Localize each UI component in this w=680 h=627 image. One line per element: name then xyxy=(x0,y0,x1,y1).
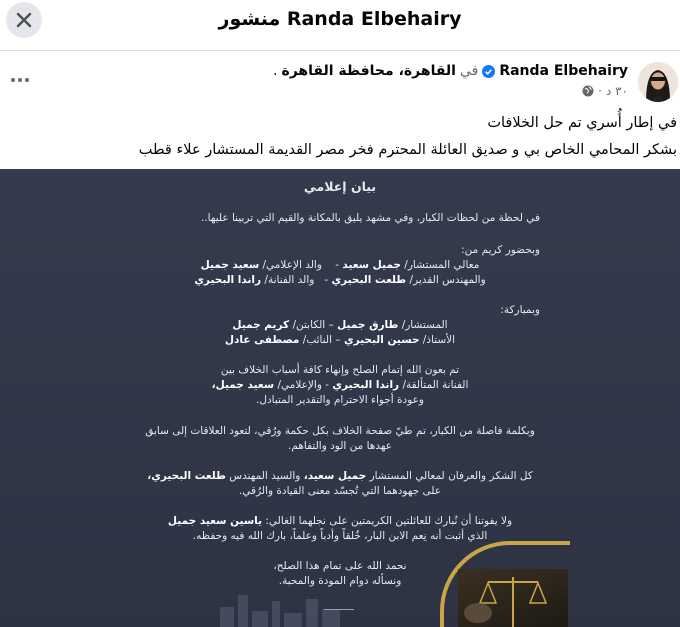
author-avatar[interactable] xyxy=(638,62,678,102)
author-name[interactable]: Randa Elbehairy xyxy=(499,63,628,79)
section-2: وبكلمة فاصلة من الكبار، تم طيّ صفحة الخلاف بكل حكمة ورُقي، لتعود العلاقات إلى سابق عهدها من الود والتفاهم. xyxy=(145,425,535,452)
dialog-title: منشور Randa Elbehairy xyxy=(218,8,462,30)
section-3: كل الشكر والعرفان لمعالي المستشار جميل سعيد، والسيد المهندس طلعت البحيري، على جهودهما التي تُجسّد معنى القيادة والرُقي. xyxy=(147,470,533,497)
post-text-line-1: في إطار أُسري تم حل الخلافات xyxy=(487,115,677,131)
verified-icon xyxy=(482,65,495,78)
post-meta: ٣٠ د · xyxy=(582,84,628,98)
post-text-line-2: بشكر المحامي الخاص بي و صديق العائلة المحترم فخر مصر القديمة المستشار علاء قطب xyxy=(138,142,677,158)
presence-label: وبحضور كريم من: xyxy=(461,244,540,256)
blessing-line-2: الأستاذ/ حسين البحيري – النائب/ مصطفى عادل xyxy=(224,334,456,346)
author-line: Randa Elbehairy في القاهرة، محافظة القاهرة . xyxy=(272,63,628,79)
in-word: في xyxy=(459,63,479,79)
post-time[interactable]: ٣٠ د xyxy=(605,84,628,98)
post-image[interactable] xyxy=(0,169,680,627)
statement-title: بيان إعلامي xyxy=(303,179,377,194)
more-options-button[interactable] xyxy=(8,70,32,90)
presence-line-2: والمهندس القدير/ طلعت البحيري - والد الفنانة/ راندا البحيري xyxy=(194,274,486,286)
section-1: تم بعون الله إتمام الصلح وإنهاء كافة أسباب الخلاف بين الفنانة المتألقة/ راندا البحيري - والإعلامي/ سعيد جميل، وعودة أجواء الاحترام والتقدير المتبادل. xyxy=(211,364,469,406)
blessing-line-1: المستشار/ طارق جميل – الكابتن/ كريم جميل xyxy=(232,319,448,331)
blessing-label: وبمباركة: xyxy=(500,304,540,316)
more-icon xyxy=(10,77,30,83)
post-header xyxy=(0,60,680,108)
post-dialog-header xyxy=(0,0,680,51)
globe-icon xyxy=(582,85,594,97)
statement-content xyxy=(120,169,560,627)
statement-intro: في لحظة من لحظات الكبار، وفي مشهد يليق بالمكانة والقيم التي تربينا عليها.. xyxy=(200,212,540,224)
section-5: نحمد الله على تمام هذا الصلح، ونسأله دوام المودة والمحبة. xyxy=(273,560,407,587)
location-link[interactable]: القاهرة، محافظة القاهرة xyxy=(281,63,456,79)
post-text xyxy=(17,110,677,164)
presence-line-1: معالي المستشار/ جميل سعيد - والد الإعلامي/ سعيد جميل xyxy=(200,259,480,271)
section-4: ولا يفوتنا أن نُبارك للعائلتين الكريمتين على نجلهما الغالي: ياسين سعيد جميل الذي أثبت أنه نِعم الابن البار، خُلقاً وأدباً وعلماً، بارك الله فيه وحفظه. xyxy=(167,515,513,542)
